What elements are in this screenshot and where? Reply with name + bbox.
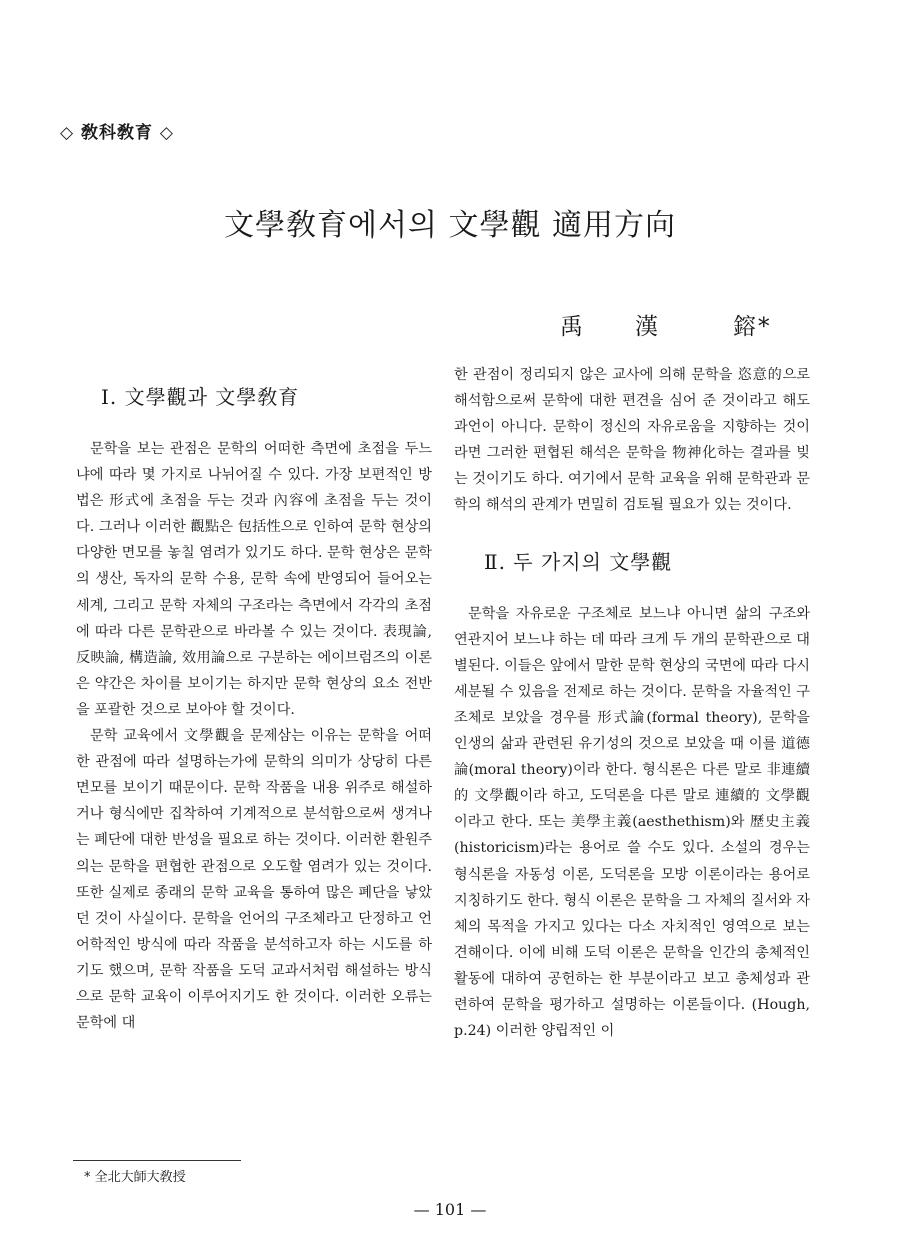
footnote: * 全北大師大敎授 — [84, 1170, 186, 1185]
paragraph: 문학을 자유로운 구조체로 보느냐 아니면 삶의 구조와 연관지어 보느냐 하는 데 따라 크게 두 개의 문학관으로 대별된다. 이들은 앞에서 말한 문학 현상의 국면에 따라 다시 세분될 수 있음을 전제로 하는 것이다. 문학을 자율적인 구조체로 보았을 경우를 形式論(formal theory), 문학을 인생의 삶과 관련된 유기성의 것으로 보았을 때 이를 道德論(moral theory)이라 한다. 형식론은 다른 말로 非連續的 文學觀이라 하고, 도덕론을 다른 말로 連續的 文學觀이라고 한다. 또는 美學主義(aesthethism)와 歷史主義(historicism)라는 용어로 쓸 수도 있다. 소설의 경우는 형식론을 자동성 이론, 도덕론을 모방 이론이라는 용어로 지칭하기도 한다. 형식 이론은 문학을 그 자체의 질서와 자체의 목적을 가지고 있다는 다소 자치적인 영역으로 보는 견해이다. 이에 비해 도덕 이론은 문학을 인간의 총체적인 활동에 대하여 공헌하는 한 부분이라고 보고 총체성과 관련하여 문학을 평가하고 설명하는 이론들이다. (Hough, p.24) 이러한 양립적인 이 — [454, 605, 810, 1040]
right-column — [454, 360, 810, 1044]
paragraph: 문학을 보는 관점은 문학의 어떠한 측면에 초점을 두느냐에 따라 몇 가지로 나뉘어질 수 있다. 가장 보편적인 방법은 形式에 초점을 두는 것과 內容에 초점을 두는 것이다. 그러나 이러한 觀點은 包括性으로 인하여 문학 현상의 다양한 면모를 놓칠 염려가 있기도 하다. 문학 현상은 문학의 생산, 독자의 문학 수용, 문학 속에 반영되어 들어오는 세계, 그리고 문학 자체의 구조라는 측면에서 각각의 초점에 따라 다른 문학관으로 바라볼 수 있는 것이다. 表現論, 反映論, 構造論, 效用論으로 구분하는 에이브럼즈의 이론은 약간은 차이를 보이기는 하지만 문학 현상의 요소 전반을 포괄한 것으로 보아야 할 것이다. — [76, 441, 432, 718]
author-char-3: 鎔* — [733, 314, 772, 340]
page-number: — 101 — — [413, 1200, 487, 1219]
section-heading-1: Ⅰ. 文學觀과 文學敎育 — [101, 385, 300, 409]
section-heading-2: Ⅱ. 두 가지의 文學觀 — [484, 549, 673, 574]
author-char-1: 禹 — [560, 314, 585, 340]
section-label: ◇ 敎科敎育 ◇ — [60, 123, 174, 143]
article-title: 文學敎育에서의 文學觀 適用方向 — [223, 208, 676, 243]
author-name — [560, 308, 772, 341]
footnote-divider — [73, 1160, 241, 1161]
paragraph: 문학 교육에서 文學觀을 문제삼는 이유는 문학을 어떠한 관점에 따라 설명하는가에 문학의 의미가 상당히 다른 면모를 보이기 때문이다. 문학 작품을 내용 위주로 해설하거나 형식에만 집착하여 기계적으로 분석함으로써 생겨나는 폐단에 대한 반성을 필요로 하는 것이다. 이러한 환원주의는 문학을 편협한 관점으로 오도할 염려가 있는 것이다. 또한 실제로 종래의 문학 교육을 통하여 많은 폐단을 낳았던 것이 사실이다. 문학을 언어의 구조체라고 단정하고 언어학적인 방식에 따라 작품을 분석하고자 하는 시도를 하기도 했으며, 문학 작품을 도덕 교과서처럼 해설하는 방식으로 문학 교육이 이루어지기도 한 것이다. 이러한 오류는 문학에 대 — [76, 728, 432, 1032]
left-column — [76, 360, 432, 1036]
author-char-2: 漢 — [635, 314, 660, 340]
paragraph-continuation: 한 관점이 정리되지 않은 교사에 의해 문학을 恣意的으로 해석함으로써 문학에 대한 편견을 심어 준 것이라고 해도 과언이 아니다. 문학이 정신의 자유로움을 지향하는 것이라면 그러한 편협된 해석은 문학을 物神化하는 결과를 빚는 것이기도 하다. 여기에서 문학 교육을 위해 문학관과 문학의 해석의 관계가 면밀히 검토될 필요가 있는 것이다. — [454, 367, 810, 514]
